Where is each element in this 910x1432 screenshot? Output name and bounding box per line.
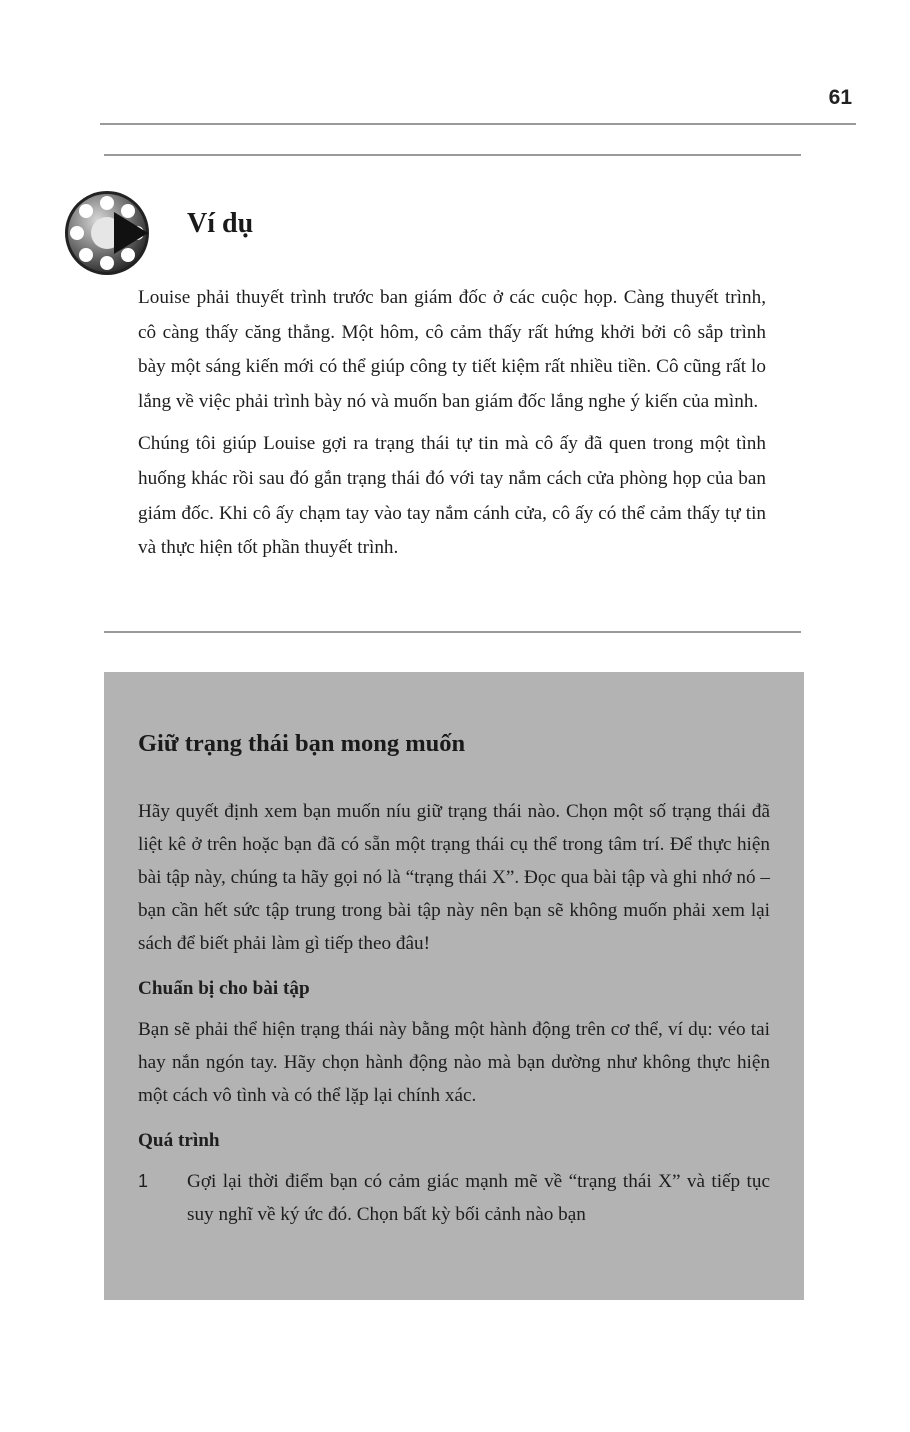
film-reel-play-icon: [64, 190, 150, 276]
process-step: [138, 1165, 770, 1231]
step-number: 1: [138, 1171, 149, 1191]
example-bottom-rule: [104, 631, 801, 633]
example-paragraph: Louise phải thuyết trình trước ban giám đốc ở các cuộc họp. Càng thuyết trình, cô càng thấy căng thẳng. Một hôm, cô cảm thấy rất hứng khởi bởi cô sắp trình bày một sáng kiến mới có thể giúp công ty tiết kiệm rất nhiều tiền. Cô cũng rất lo lắng về việc phải trình bày nó và muốn ban giám đốc lắng nghe ý kiến của mình.: [138, 287, 766, 412]
header-rule: [100, 123, 856, 125]
example-paragraph: Chúng tôi giúp Louise gợi ra trạng thái tự tin mà cô ấy đã quen trong một tình huống khác rồi sau đó gắn trạng thái đó với tay nắm cách cửa phòng họp của ban giám đốc. Khi cô ấy chạm tay vào tay nắm cánh cửa, cô ấy có thể cảm thấy tự tin và thực hiện tốt phần thuyết trình.: [138, 433, 766, 559]
process-heading: Quá trình: [138, 1130, 220, 1151]
preparation-text: Bạn sẽ phải thể hiện trạng thái này bằng một hành động trên cơ thể, ví dụ: véo tai hay nắn ngón tay. Hãy chọn hành động nào mà bạn dường như không thực hiện một cách vô tình và có thể lặp lại chính xác.: [138, 1019, 770, 1106]
exercise-content: [138, 795, 770, 1231]
exercise-box: [104, 672, 804, 1300]
preparation-heading: Chuẩn bị cho bài tập: [138, 978, 310, 999]
exercise-title: Giữ trạng thái bạn mong muốn: [138, 730, 466, 757]
step-text: Gợi lại thời điểm bạn có cảm giác mạnh mẽ về “trạng thái X” và tiếp tục suy nghĩ về ký ức đó. Chọn bất kỳ bối cảnh nào bạn: [187, 1171, 770, 1225]
page-number: 61: [828, 86, 852, 109]
example-top-rule: [104, 154, 801, 156]
exercise-intro: Hãy quyết định xem bạn muốn níu giữ trạng thái nào. Chọn một số trạng thái đã liệt kê ở trên hoặc bạn đã có sẵn một trạng thái cụ thể trong tâm trí. Để thực hiện bài tập này, chúng ta hãy gọi nó là “trạng thái X”. Đọc qua bài tập và ghi nhớ nó – bạn cần hết sức tập trung trong bài tập này nên bạn sẽ không muốn phải xem lại sách để biết phải làm gì tiếp theo đâu!: [138, 801, 770, 954]
example-title: Ví dụ: [187, 208, 254, 239]
example-body: [138, 281, 766, 574]
